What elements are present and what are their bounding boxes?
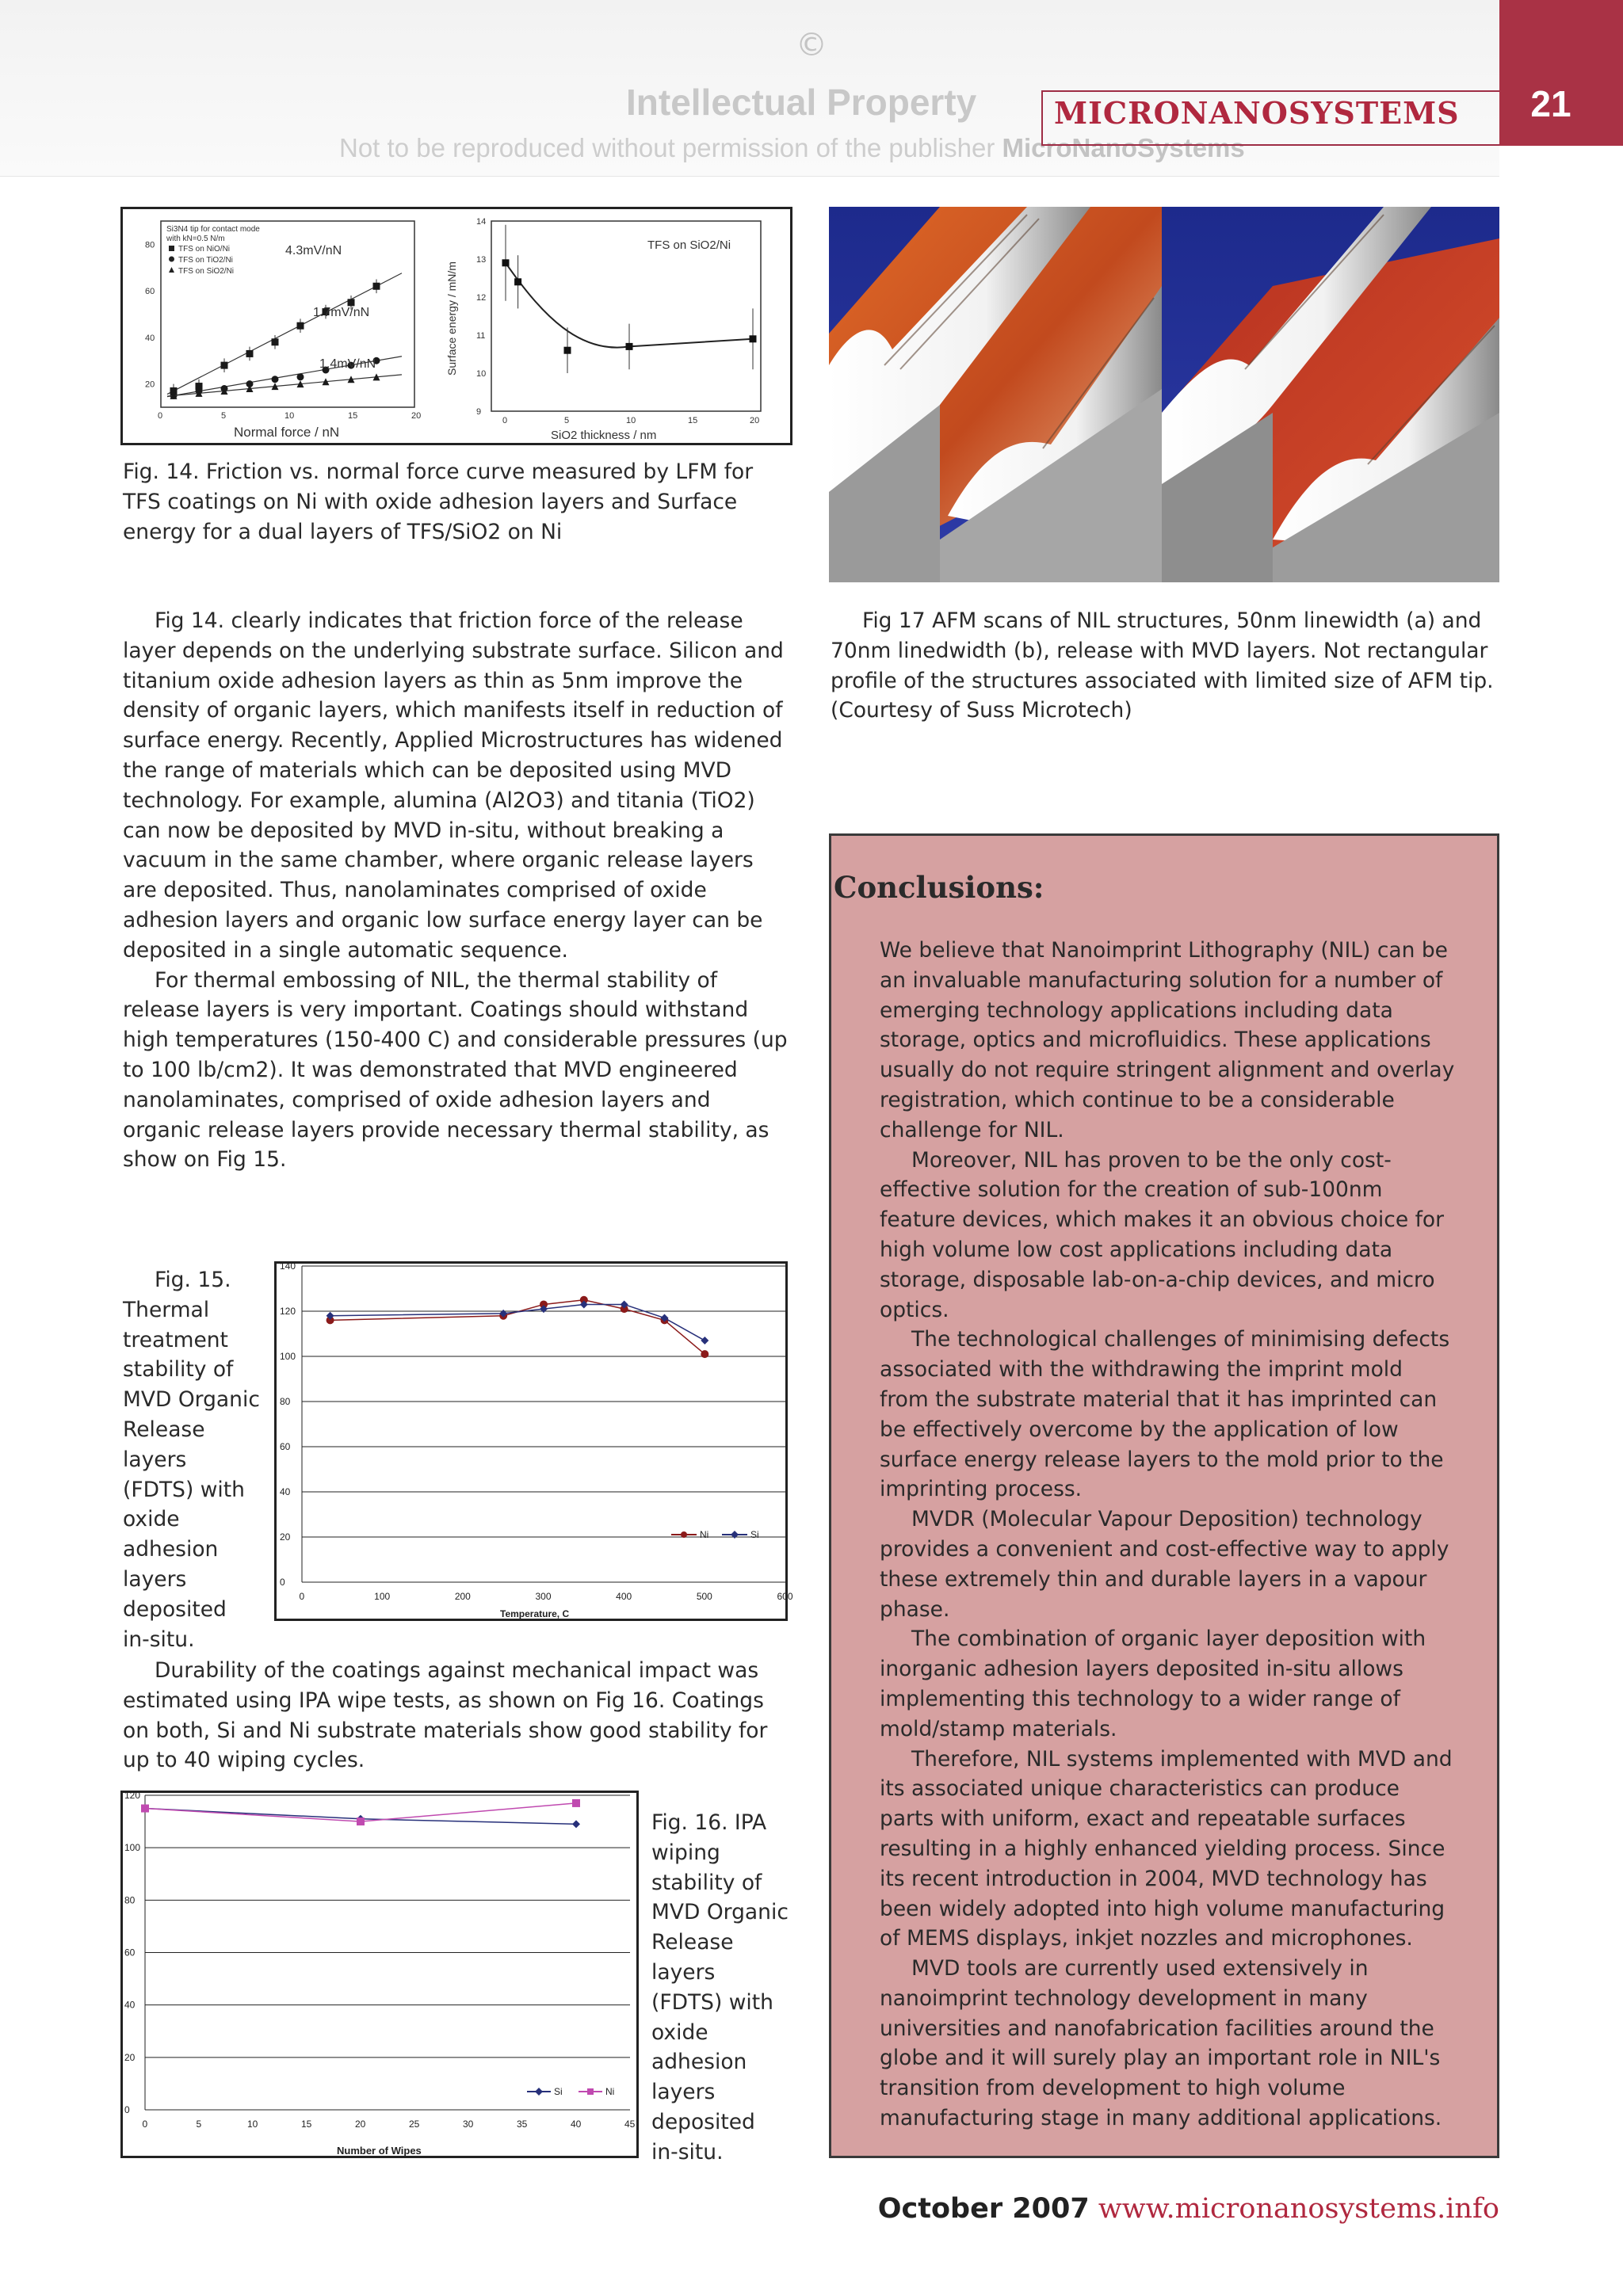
fig15-legend <box>671 1529 759 1540</box>
fig15-legend-ni: Ni <box>700 1529 709 1540</box>
fig15-caption <box>123 1265 273 1654</box>
fig16-frame <box>120 1791 639 2158</box>
fig16-caption-lines <box>651 1808 810 2168</box>
legend-si-marker <box>535 2088 543 2096</box>
fig14-right-data-point <box>750 335 757 342</box>
fig14-legend-title: Si3N4 tip for contact mode <box>166 225 260 234</box>
x-tick: 40 <box>571 2119 582 2130</box>
footer <box>872 2193 1499 2225</box>
fig16-xlabel: Number of Wipes <box>337 2145 422 2157</box>
fig16-grid <box>145 1795 630 2110</box>
fig16-caption-line: (FDTS) with <box>651 1989 773 2015</box>
fig15-frame <box>274 1261 793 1621</box>
afm-scan-image <box>829 207 1499 582</box>
x-tick: 500 <box>696 1591 712 1602</box>
fig14-left-xtick: 20 <box>411 411 422 421</box>
conclusion-paragraph: We believe that Nanoimprint Lithography (NIL) can be an invaluable manufacturing solution for a number of emerging technology applications including data storage, optics and microfluidics. These applications usually do not require stringent alignment and overlay registration, which continue to be a considerable challenge for NIL. <box>880 938 1455 1142</box>
fig15-caption-line: deposited <box>123 1596 227 1622</box>
fig16-legend-ni: Ni <box>605 2086 615 2097</box>
watermark-publisher: MicroNanoSystems <box>1002 133 1245 162</box>
x-tick: 45 <box>624 2119 636 2130</box>
x-tick: 35 <box>517 2119 528 2130</box>
fig16-legend <box>527 2086 614 2097</box>
fig15-caption-line: treatment <box>123 1327 228 1352</box>
fig14-data-point <box>297 373 304 380</box>
fig15-chart <box>277 1261 793 1619</box>
fig14-data-point <box>272 338 279 345</box>
body-paragraph: For thermal embossing of NIL, the thermal stability of release layers is very important. Coatings should withstand high temperatures (150-400 C) and considerable pressures (up to 100 lb/cm2). It was demonstrated that MVD engineered nanolaminates, comprised of oxide adhesion layers and organic release layers provide necessary thermal stability, as show on Fig 15. <box>123 967 788 1173</box>
fig15-caption-line: MVD Organic <box>123 1387 260 1413</box>
fig14-right-xtick: 5 <box>564 416 570 425</box>
fig14-right-xtick: 0 <box>502 416 508 425</box>
fig16-caption-line: stability of <box>651 1870 762 1895</box>
copyright-symbol: © <box>796 27 827 63</box>
data-point-ni <box>141 1805 149 1813</box>
fig15-caption-line: oxide <box>123 1507 180 1532</box>
y-tick: 140 <box>280 1261 296 1272</box>
fig14-caption: Fig. 14. Friction vs. normal force curve measured by LFM for TFS coatings on Ni with oxide adhesion layers and Surface energy for a dual layers of TFS/SiO2 on Ni <box>123 460 754 544</box>
legend-circle-icon <box>169 257 174 262</box>
fig14-frame <box>120 207 792 445</box>
fig17-caption: Fig 17 AFM scans of NIL structures, 50nm linewidth (a) and 70nm linedwidth (b), release with MVD layers. Not rectangular profile of the structures associated with limited size of AFM tip. (Courtesy of Suss Microtech) <box>831 608 1494 723</box>
fig15-yticks <box>280 1261 296 1588</box>
y-tick: 60 <box>124 1947 136 1958</box>
fig14-right-data-point <box>564 347 571 354</box>
fig14-left-ytick: 60 <box>145 287 155 297</box>
x-tick: 30 <box>463 2119 474 2130</box>
fig14-right-xtick: 10 <box>626 416 636 425</box>
fig14-left-xtick: 5 <box>221 411 227 421</box>
fig14-right-ytick: 10 <box>476 369 487 379</box>
fig16-plot <box>141 1799 580 1828</box>
watermark-title: Intellectual Property <box>626 82 977 123</box>
series-line-ni <box>330 1300 705 1354</box>
x-tick: 0 <box>299 1591 305 1602</box>
fig14-data-point <box>297 322 304 330</box>
fig14-data-point <box>373 283 380 290</box>
y-tick: 20 <box>280 1531 291 1543</box>
y-tick: 0 <box>280 1577 285 1588</box>
legend-ni-marker <box>587 2088 594 2095</box>
data-point-ni <box>572 1799 580 1807</box>
fig14-right-xtick: 15 <box>688 416 698 425</box>
fig16-caption <box>651 1808 810 2168</box>
x-tick: 600 <box>777 1591 793 1602</box>
conclusion-paragraph: MVD tools are currently used extensively in nanoimprint technology development in many universities and nanofabrication facilities around the globe and it will surely play an important role in NIL's transition from development to high volume manufacturing stage in many additional applications. <box>880 1956 1442 2131</box>
conclusion-paragraph: The technological challenges of minimising defects associated with the withdrawing the imprint mold from the substrate material that it has imprinted can be effectively overcome by the application of low surface energy release layers to the mold prior to the imprinting process. <box>880 1327 1450 1502</box>
fig14-legend-1: TFS on NiO/Ni <box>178 245 231 254</box>
y-tick: 100 <box>280 1351 296 1362</box>
y-tick: 120 <box>124 1790 141 1801</box>
y-tick: 40 <box>124 1999 136 2011</box>
fig17-image <box>829 207 1499 582</box>
series-line-si <box>330 1304 705 1341</box>
watermark-subtitle-text: Not to be reproduced without permission of the publisher <box>339 133 995 162</box>
data-point-ni <box>701 1350 708 1358</box>
fig16-caption-line: deposited <box>651 2109 755 2134</box>
fig16-chart <box>123 1790 636 2157</box>
fig16-caption-line: adhesion <box>651 2050 747 2075</box>
fig16-legend-si: Si <box>554 2086 563 2097</box>
fig14-right-ytick: 13 <box>476 255 487 265</box>
y-tick: 20 <box>124 2051 136 2063</box>
fig14-annot-2: 1.7mV/nN <box>313 306 370 319</box>
body-text-1 <box>123 606 789 1175</box>
fig14-right-title: TFS on SiO2/Ni <box>647 238 731 252</box>
fig16-xticks <box>143 2119 636 2130</box>
fig14-right-yticks <box>476 217 486 417</box>
y-tick: 60 <box>280 1441 291 1452</box>
fig16-caption-line: Fig. 16. IPA <box>651 1810 767 1835</box>
fig14-left-plot <box>167 273 402 399</box>
fig14-left-xlabel: Normal force / nN <box>234 425 340 440</box>
fig15-caption-line: stability of <box>123 1357 234 1383</box>
y-tick: 120 <box>280 1306 296 1317</box>
fig15-plot <box>327 1296 709 1358</box>
fig14-right-ytick: 11 <box>476 331 486 341</box>
fig15-caption-line: Fig. 15. <box>155 1268 231 1292</box>
legend-triangle-icon <box>169 267 174 273</box>
fig14-left-xtick: 15 <box>348 411 358 421</box>
fig16-caption-line: MVD Organic <box>651 1900 789 1925</box>
fig14-legend-3: TFS on SiO2/Ni <box>178 267 235 276</box>
fig14-data-point <box>246 350 254 357</box>
conclusion-paragraph: Therefore, NIL systems implemented with MVD and its associated unique characteristics can produce parts with uniform, exact and repeatable surfaces resulting in a highly enhanced yielding process. Since its recent introduction in 2004, MVD technology has been widely adopted into high volume manufacturing of MEMS displays, inkjet nozzles and microphones. <box>880 1746 1453 1951</box>
x-tick: 400 <box>616 1591 632 1602</box>
conclusions-body <box>880 936 1458 2134</box>
fig14-right-ytick: 14 <box>476 217 487 227</box>
y-tick: 40 <box>280 1486 291 1497</box>
fig16-yticks <box>124 1790 140 2115</box>
fig15-caption-line: Thermal <box>123 1297 210 1322</box>
footer-url[interactable]: www.micronanosystems.info <box>1098 2193 1499 2225</box>
data-point-si <box>572 1820 580 1828</box>
fig14-right-data-point <box>514 278 521 285</box>
fig14-left-xtick: 0 <box>158 411 163 421</box>
conclusion-paragraph: Moreover, NIL has proven to be the only cost-effective solution for the creation of sub-100nm feature devices, which makes it an obvious choice for high volume low cost applications including data storage, disposable lab-on-a-chip devices, and micro optics. <box>880 1147 1445 1322</box>
fig14-right-xtick: 20 <box>750 416 760 425</box>
fig16-caption-line: in-situ. <box>651 2139 724 2164</box>
conclusion-paragraph: The combination of organic layer deposition with inorganic adhesion layers deposited in-situ allows implementing this technology to a wider range of mold/stamp materials. <box>880 1627 1426 1741</box>
fig14-right-ytick: 12 <box>476 293 487 303</box>
fig14-annot-1: 4.3mV/nN <box>285 244 342 257</box>
fig15-caption-line: (FDTS) with <box>123 1477 245 1502</box>
fig15-caption-lines <box>123 1265 273 1654</box>
fig14-left-ytick: 40 <box>145 333 155 343</box>
data-point-ni <box>357 1817 365 1825</box>
fig14-left-xticks <box>158 411 421 421</box>
fig14-right-data-point <box>502 259 510 266</box>
x-tick: 20 <box>355 2119 366 2130</box>
magazine-name: MICRONANOSYSTEMS <box>1054 95 1460 131</box>
fig14-right-xlabel: SiO2 thickness / nm <box>551 429 657 442</box>
fig14-data-point <box>272 376 279 383</box>
x-tick: 300 <box>535 1591 552 1602</box>
x-tick: 10 <box>247 2119 258 2130</box>
fig14-left-yticks <box>145 240 155 389</box>
conclusions-heading: Conclusions: <box>834 870 1044 905</box>
conclusion-paragraph: MVDR (Molecular Vapour Deposition) technology provides a convenient and cost-effective way to apply these extremely thin and durable layers in a vapour phase. <box>880 1507 1449 1622</box>
legend-ni-marker <box>681 1531 687 1538</box>
footer-date: October 2007 <box>877 2193 1090 2225</box>
x-tick: 15 <box>301 2119 312 2130</box>
legend-square-icon <box>169 246 174 251</box>
fig15-caption-line: adhesion <box>123 1537 219 1562</box>
y-tick: 0 <box>124 2104 130 2115</box>
fig14-legend-sub: with kN=0.5 N/m <box>166 235 225 243</box>
fig16-caption-line: oxide <box>651 2019 708 2045</box>
y-tick: 100 <box>124 1842 141 1854</box>
fig15-caption-line: layers <box>123 1566 187 1592</box>
y-tick: 80 <box>280 1396 291 1407</box>
fig14-data-point <box>221 362 228 369</box>
fig16-caption-line: layers <box>651 2080 716 2105</box>
fig15-xticks <box>300 1591 793 1602</box>
fig14-right-ytick: 9 <box>476 407 482 417</box>
fig15-caption-line: in-situ. <box>123 1627 195 1652</box>
fig14-right-xticks <box>502 416 759 425</box>
fig15-xlabel: Temperature, C <box>500 1608 570 1619</box>
fig16-caption-line: Release <box>651 1930 734 1955</box>
x-tick: 25 <box>409 2119 420 2130</box>
data-point-si <box>701 1337 708 1344</box>
fig14-chart <box>123 209 790 443</box>
y-tick: 80 <box>124 1894 136 1906</box>
body-paragraph: Fig 14. clearly indicates that friction force of the release layer depends on the underlying substrate surface. Silicon and titanium oxide adhesion layers as thin as 5nm improve the density of organic layers, which manifests itself in reduction of surface energy. Recently, Applied Microstructures has widened the range of materials which can be deposited using MVD technology. For example, alumina (Al2O3) and titania (TiO2) can now be deposited by MVD in-situ, without breaking a vacuum in the same chamber, where organic release layers are deposited. Thus, nanolaminates comprised of oxide adhesion layers and organic low surface energy layer can be deposited in a single automatic sequence. <box>123 608 784 963</box>
body-text-2: Durability of the coatings against mechanical impact was estimated using IPA wipe tests, as shown on Fig 16. Coatings on both, Si and Ni substrate materials show good stability for up to 40 wiping cycles. <box>123 1658 768 1773</box>
x-tick: 100 <box>374 1591 391 1602</box>
fig15-grid <box>302 1266 785 1582</box>
fig14-left-xtick: 10 <box>285 411 295 421</box>
fig14-left-ytick: 80 <box>145 240 155 250</box>
fig15-caption-line: Release layers <box>123 1417 205 1472</box>
fig14-annot-3: 1.4mV/nN <box>319 357 376 371</box>
fig14-legend-2: TFS on TiO2/Ni <box>178 256 233 265</box>
fig14-data-point <box>348 299 355 306</box>
fig14-right-ylabel: Surface energy / mN/m <box>445 261 458 376</box>
fig14-left-ytick: 20 <box>145 379 155 390</box>
x-tick: 0 <box>142 2119 148 2130</box>
page-number: 21 <box>1530 83 1571 124</box>
fig16-caption-line: wiping <box>651 1840 720 1865</box>
x-tick: 200 <box>454 1591 471 1602</box>
x-tick: 5 <box>196 2119 202 2130</box>
fig14-right-data-point <box>626 343 633 350</box>
fig15-legend-si: Si <box>750 1529 759 1540</box>
fig16-caption-line: layers <box>651 1959 716 1985</box>
